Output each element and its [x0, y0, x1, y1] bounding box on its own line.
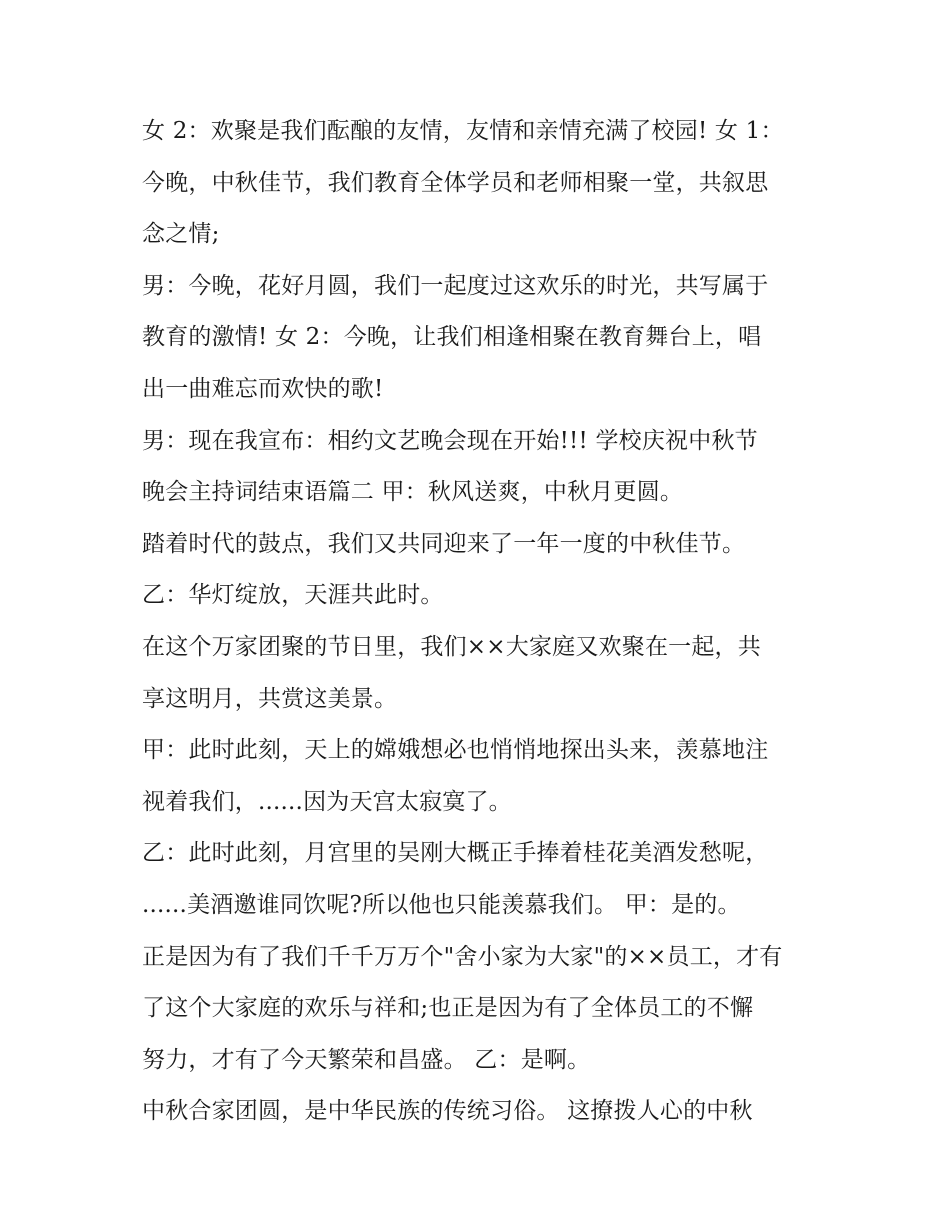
document-body	[142, 106, 822, 1138]
text-line: 了这个大家庭的欢乐与祥和;也正是因为有了全体员工的不懈	[142, 995, 754, 1022]
text-line: 踏着时代的鼓点，我们又共同迎来了一年一度的中秋佳节。	[142, 530, 746, 557]
text-line: 享这明月，共赏这美景。	[142, 685, 398, 712]
text-line: 乙：华灯绽放，天涯共此时。	[142, 582, 444, 609]
text-line: 男：现在我宣布：相约文艺晚会现在开始!!! 学校庆祝中秋节	[142, 427, 758, 454]
text-line: 男：今晚，花好月圆，我们一起度过这欢乐的时光，共写属于	[142, 272, 769, 299]
text-line: 女 2：欢聚是我们酝酿的友情，友情和亲情充满了校园! 女 1：	[142, 118, 784, 144]
text-line: 念之情;	[142, 221, 220, 248]
text-line: 在这个万家团聚的节日里，我们××大家庭又欢聚在一起，共	[142, 633, 761, 660]
text-line: 今晚，中秋佳节，我们教育全体学员和老师相聚一堂，共叙思	[142, 169, 769, 196]
text-line: 教育的激情! 女 2：今晚，让我们相逢相聚在教育舞台上，唱	[142, 324, 762, 351]
text-line: 乙：此时此刻，月宫里的吴刚大概正手捧着桂花美酒发愁呢，	[142, 840, 769, 867]
text-line: 正是因为有了我们千千万万个"舍小家为大家"的××员工，才有	[142, 943, 783, 970]
text-line: ......美酒邀谁同饮呢?所以他也只能羡慕我们。 甲：是的。	[142, 891, 741, 918]
text-line: 晚会主持词结束语篇二 甲：秋风送爽，中秋月更圆。	[142, 479, 684, 506]
text-line: 出一曲难忘而欢快的歌!	[142, 375, 384, 402]
text-line: 中秋合家团圆，是中华民族的传统习俗。 这撩拨人心的中秋	[142, 1098, 753, 1125]
text-line: 甲：此时此刻，天上的嫦娥想必也悄悄地探出头来，羡慕地注	[142, 737, 769, 764]
text-line: 努力，才有了今天繁荣和昌盛。 乙：是啊。	[142, 1046, 591, 1073]
text-line: 视着我们，......因为天宫太寂寞了。	[142, 788, 512, 815]
